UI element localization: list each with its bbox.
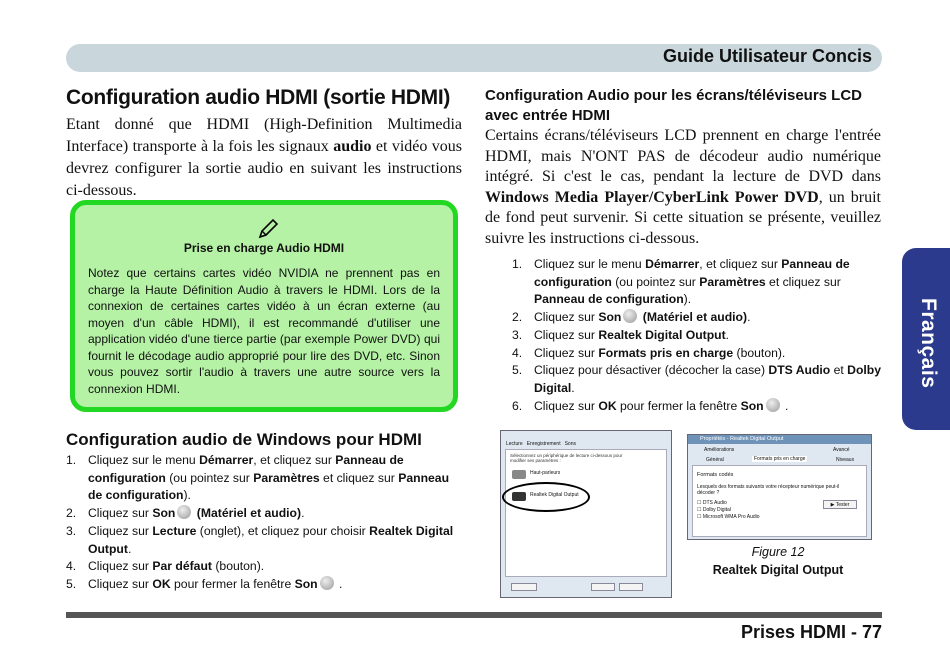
list-item: 6. Cliquez sur OK pour fermer la fenêtre Son . [512, 398, 789, 413]
list-item: 5. Cliquez pour désactiver (décocher la case) DTS Audio et Dolby Digital. [512, 363, 882, 395]
list-item: 3. Cliquez sur Lecture (onglet), et cliquez pour choisir Realtek Digital Output. [66, 523, 454, 556]
speaker-icon [320, 576, 334, 590]
speaker-icon [766, 398, 780, 412]
list-item: 2. Cliquez sur Son (Matériel et audio). [512, 310, 751, 325]
figure-caption [688, 543, 868, 579]
highlight-ellipse [502, 482, 590, 512]
configure-button [511, 583, 537, 591]
tab-recording: Enregistrement [526, 441, 561, 447]
right-steps [512, 256, 882, 415]
list-item: 1. Cliquez sur le menu Démarrer, et cliquez sur Panneau de configuration (ou pointez sur Paramètres et cliquez sur Panneau de configuration). [512, 257, 850, 307]
tab-general: Général [706, 457, 724, 463]
windows-section-title: Configuration audio de Windows pour HDMI [66, 430, 422, 449]
formats-panel [692, 465, 867, 537]
language-tab-label: Français [917, 298, 940, 389]
formats-list [697, 500, 760, 521]
right-paragraph: Certains écrans/téléviseurs LCD prennent en charge l'entrée HDMI, mais N'ONT PAS de décodeur audio numérique intégré. Si c'est le cas, pendant la lecture de DVD dans Windows Media Player/CyberLink Power DVD, un bruit de fond peut survenir. Si cette situation se présente, veuillez suivre les instructions ci-dessous. [485, 127, 882, 247]
tab-supported-formats: Formats pris en charge [754, 456, 806, 462]
pencil-icon [257, 218, 279, 240]
tab-advanced: Avancé [833, 447, 850, 453]
ok-button [591, 583, 615, 591]
tab-levels: Niveaux [836, 457, 855, 463]
note-body: Notez que certains cartes vidéo NVIDIA ne prennent pas en charge la Haute Définition Audio à travers le HDMI. Lors de la connexion de certaines cartes vidéo à un écran externe (au moyen d'un câble HDMI), il est recommandé d'utiliser une application vidéo d'une tierce partie (par exemple Power DVD) qui fournit le décodage audio approprié pour lire des DVD, etc. Sinon vous pouvez sortir l'audio à travers une autre source vers la connexion HDMI. [88, 266, 440, 396]
properties-dialog-screenshot [687, 434, 872, 540]
note-box [70, 200, 458, 412]
speaker-icon [623, 309, 637, 323]
dialog-description: Sélectionnez un périphérique de lecture ci-dessous pour modifier ses paramètres : [510, 453, 623, 463]
window-title: Propriétés - Realtek Digital Output [700, 436, 784, 442]
sound-dialog-screenshot [500, 430, 672, 598]
tab-playback: Lecture [506, 441, 523, 447]
list-item: 1. Cliquez sur le menu Démarrer, et cliquez sur Panneau de configuration (ou pointez sur Paramètres et cliquez sur Panneau de configuration). [66, 453, 450, 503]
left-steps [66, 452, 458, 594]
right-section-title: Configuration Audio pour les écrans/téléviseurs LCD avec entrée HDMI [485, 87, 863, 124]
figure-title: Realtek Digital Output [712, 563, 844, 577]
speaker-device-icon [512, 470, 526, 479]
list-item: 4. Cliquez sur Par défaut (bouton). [66, 559, 265, 574]
test-button: ▶ Tester [823, 500, 857, 509]
page-title: Configuration audio HDMI (sortie HDMI) [66, 86, 451, 109]
footer-line [66, 612, 882, 618]
speaker-icon [177, 505, 191, 519]
figure-label: Figure 12 [751, 545, 805, 559]
format-item: ☐ DTS Audio [697, 500, 727, 506]
list-item: 3. Cliquez sur Realtek Digital Output. [512, 327, 730, 342]
header-title: Guide Utilisateur Concis [662, 46, 872, 66]
list-item: 4. Cliquez sur Formats pris en charge (bouton). [512, 345, 786, 360]
list-item: 5. Cliquez sur OK pour fermer la fenêtre Son . [66, 576, 343, 591]
intro-paragraph: Etant donné que HDMI (High-Definition Multimedia Interface) transporte à la fois les signaux audio et vidéo vous devrez configurer la sortie audio en suivant les instructions ci-dessous. [66, 116, 462, 199]
formats-description: Lesquels des formats suivants votre récepteur numérique peut-il décoder ? [697, 484, 840, 496]
tab-sounds: Sons [564, 441, 576, 447]
dialog-tabs [506, 441, 576, 447]
list-item: 2. Cliquez sur Son (Matériel et audio). [66, 506, 305, 521]
note-title: Prise en charge Audio HDMI [183, 241, 345, 255]
dialog-panel [505, 449, 667, 577]
device-digital-output: Realtek Digital Output [530, 492, 579, 498]
format-item: ☐ Microsoft WMA Pro Audio [697, 514, 760, 520]
tab-enhancements: Améliorations [704, 447, 735, 453]
cancel-button [619, 583, 643, 591]
format-item: ☐ Dolby Digital [697, 507, 731, 513]
formats-title: Formats codés [697, 472, 734, 478]
footer-title: Prises HDMI - 77 [740, 622, 882, 642]
device-speakers: Haut-parleurs [530, 470, 561, 476]
